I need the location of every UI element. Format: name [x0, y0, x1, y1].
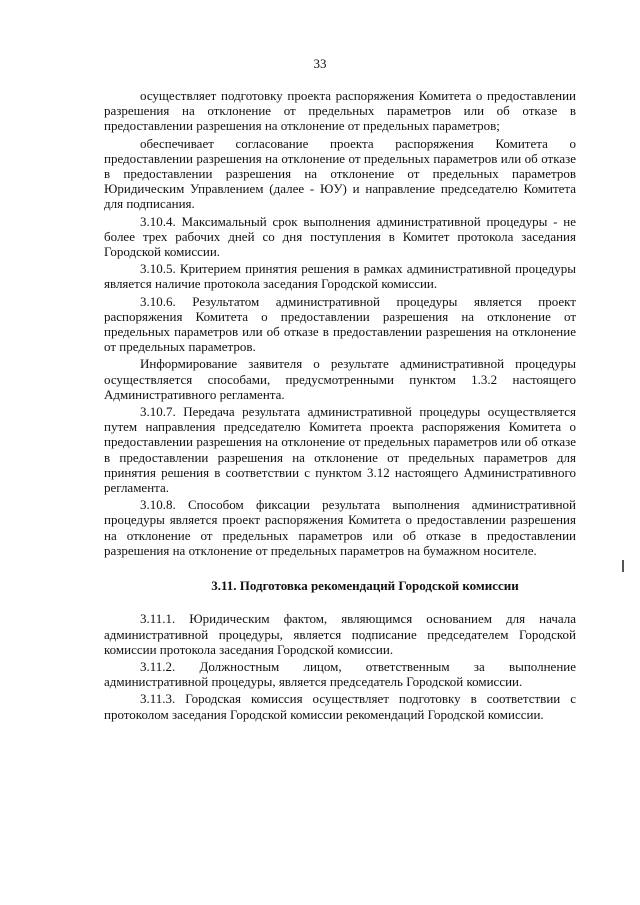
paragraph: 3.10.8. Способом фиксации результата выполнения административной процедуры является проект распоряжения Комитета о предоставлении разрешения на отклонение от предельных параметров или об отказе в предоставлении разрешения на отклонение от предельных параметров на бумажном носителе.	[104, 497, 576, 558]
paragraph: 3.10.7. Передача результата административной процедуры осуществляется путем направления председателю Комитета проекта распоряжения Комитета о предоставлении разрешения на отклонение от предельных параметров или об отказе в предоставлении разрешения на отклонение от предельных параметров для принятия решения в соответствии с пунктом 3.12 настоящего Административного регламента.	[104, 404, 576, 496]
paragraph: 3.10.6. Результатом административной процедуры является проект распоряжения Комитета о предоставлении разрешения на отклонение от предельных параметров или об отказе в предоставлении разрешения на отклонение от предельных параметров.	[104, 293, 576, 355]
paragraph: обеспечивает согласование проекта распоряжения Комитета о предоставлении разрешения на отклонение от предельных параметров или об отказе в предоставлении разрешения на отклонение от предельных параметров Юридическим Управлением (далее - ЮУ) и направление председателю Комитета для подписания.	[104, 135, 576, 212]
paragraph: 3.10.5. Критерием принятия решения в рамках административной процедуры является наличие протокола заседания Городской комиссии.	[104, 261, 576, 292]
paragraph: 3.11.2. Должностным лицом, ответственным за выполнение административной процедуры, является председатель Городской комиссии.	[104, 658, 576, 690]
paragraph: 3.11.3. Городская комиссия осуществляет подготовку в соответствии с протоколом заседания Городской комиссии рекомендаций Городской комиссии.	[104, 691, 576, 722]
paragraph: 3.11.1. Юридическим фактом, являющимся основанием для начала административной процедуры, является подписание председателем Городской комиссии протокола заседания Городской комиссии.	[104, 611, 576, 657]
page-number: 33	[313, 56, 327, 71]
section-heading: 3.11. Подготовка рекомендаций Городской комиссии	[211, 578, 519, 594]
margin-mark	[622, 560, 624, 572]
paragraph: 3.10.4. Максимальный срок выполнения административной процедуры - не более трех рабочих дней со дня поступления в Комитет протокола заседания Городской комиссии.	[104, 213, 576, 260]
paragraph: Информирование заявителя о результате административной процедуры осуществляется способами, предусмотренными пунктом 1.3.2 настоящего Административного регламента.	[104, 356, 576, 402]
paragraph: осуществляет подготовку проекта распоряжения Комитета о предоставлении разрешения на отклонение от предельных параметров или об отказе в предоставлении разрешения на отклонение от предельных параметров;	[104, 88, 576, 134]
document-body	[104, 88, 576, 724]
